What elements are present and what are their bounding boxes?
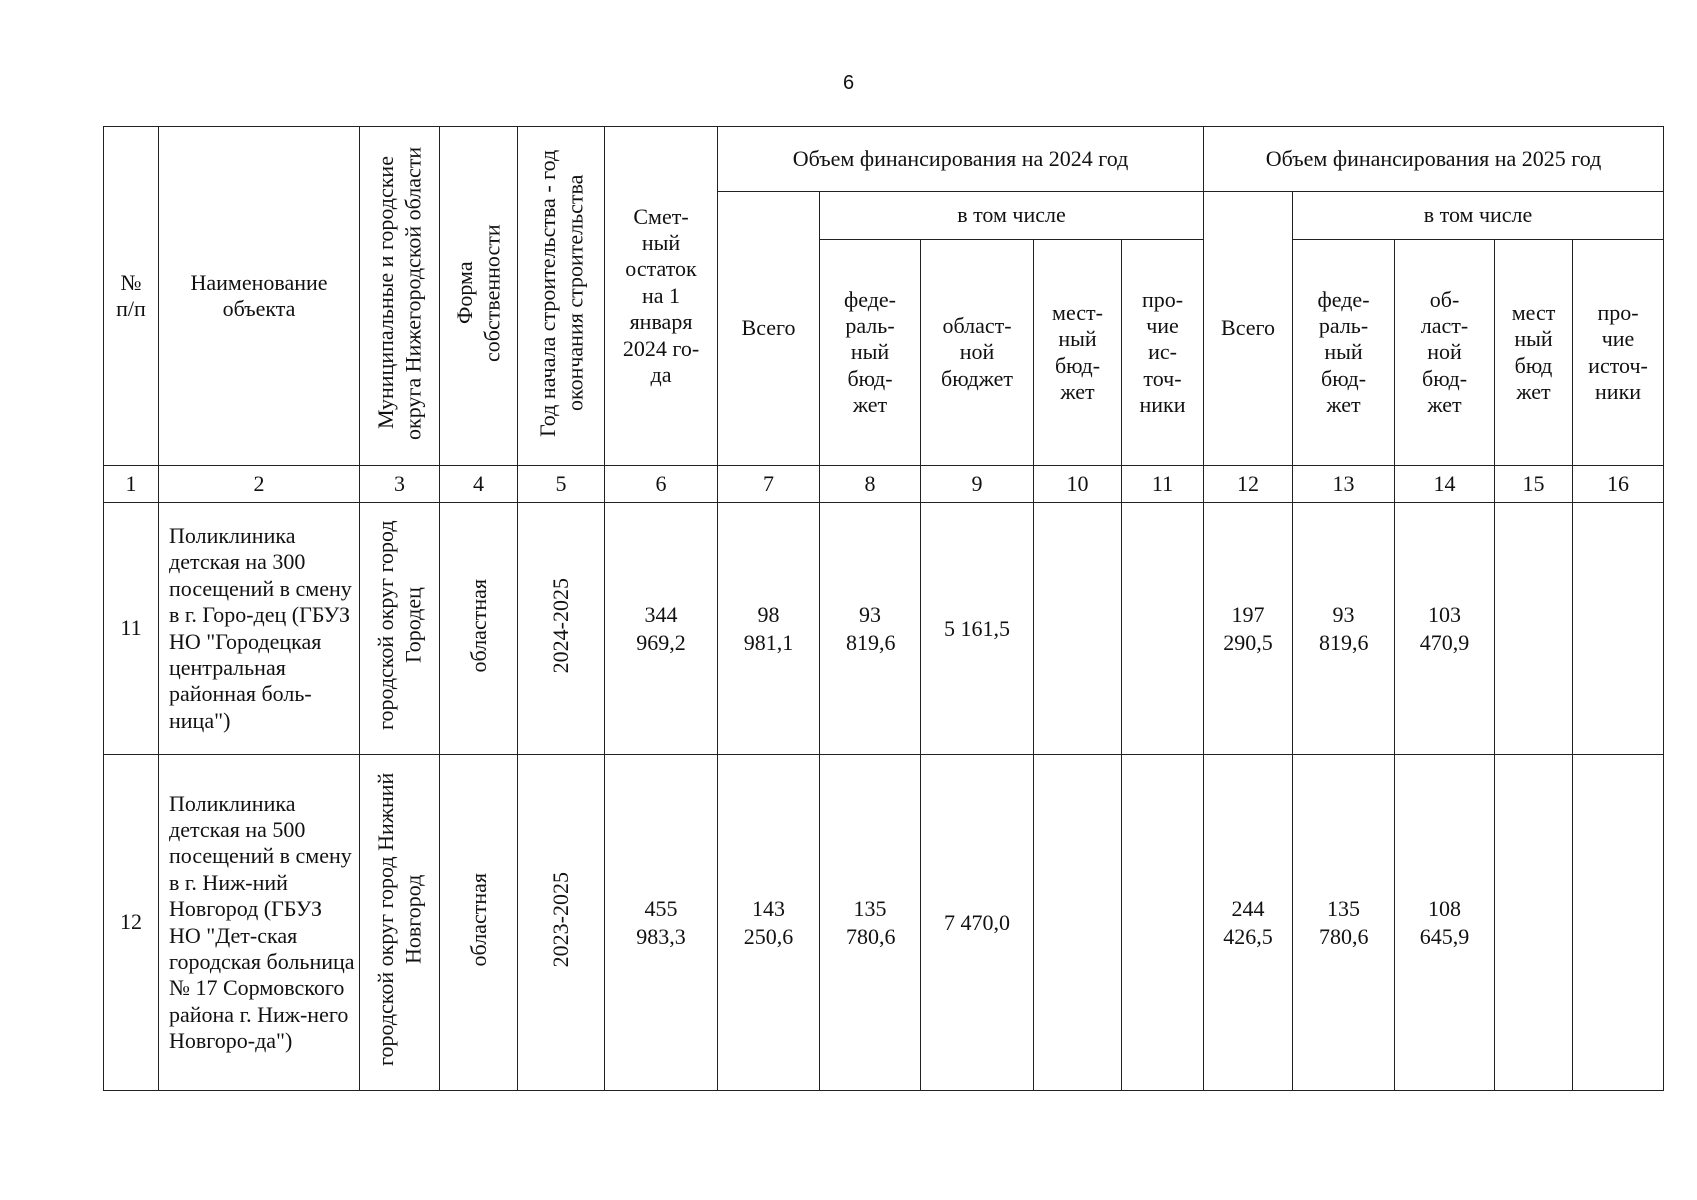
header-other-2024: про-чие ис-точ-ники [1122, 240, 1204, 466]
row-federal-2025: 93 819,6 [1293, 503, 1395, 755]
row-municipal: городской округ город Нижний Новгород [360, 755, 440, 1091]
row-years: 2023-2025 [518, 755, 605, 1091]
col-num-8: 8 [820, 466, 921, 503]
row-total-2024: 98 981,1 [718, 503, 820, 755]
row-remainder: 455 983,3 [605, 755, 718, 1091]
row-remainder: 344 969,2 [605, 503, 718, 755]
col-num-16: 16 [1573, 466, 1664, 503]
row-regional-2025: 103 470,9 [1395, 503, 1495, 755]
row-regional-2025: 108 645,9 [1395, 755, 1495, 1091]
header-name: Наименование объекта [159, 127, 360, 466]
header-incl-2025: в том числе [1293, 192, 1664, 240]
col-num-11: 11 [1122, 466, 1204, 503]
header-total-2024: Всего [718, 192, 820, 466]
row-total-2025: 244 426,5 [1204, 755, 1293, 1091]
page-number: 6 [842, 72, 855, 94]
col-num-5: 5 [518, 466, 605, 503]
row-federal-2024: 93 819,6 [820, 503, 921, 755]
col-num-10: 10 [1034, 466, 1122, 503]
row-federal-2025: 135 780,6 [1293, 755, 1395, 1091]
table-row [104, 503, 1664, 755]
row-other-2024 [1122, 503, 1204, 755]
row-total-2025: 197 290,5 [1204, 503, 1293, 755]
header-regional-2024: област-ной бюджет [921, 240, 1034, 466]
row-local-2025 [1495, 755, 1573, 1091]
header-regional-2025: об-ласт-ной бюд-жет [1395, 240, 1495, 466]
row-ownership: областная [440, 755, 518, 1091]
row-other-2024 [1122, 755, 1204, 1091]
row-local-2024 [1034, 503, 1122, 755]
header-local-2025: мест ный бюд жет [1495, 240, 1573, 466]
header-total-2025: Всего [1204, 192, 1293, 466]
row-other-2025 [1573, 503, 1664, 755]
header-incl-2024: в том числе [820, 192, 1204, 240]
row-regional-2024: 5 161,5 [921, 503, 1034, 755]
row-years: 2024-2025 [518, 503, 605, 755]
header-federal-2025: феде-раль-ный бюд-жет [1293, 240, 1395, 466]
row-no: 12 [104, 755, 159, 1091]
header-municipal: Муниципальные и городские округа Нижегородской области [360, 127, 440, 466]
col-num-7: 7 [718, 466, 820, 503]
col-num-4: 4 [440, 466, 518, 503]
col-num-3: 3 [360, 466, 440, 503]
header-federal-2024: феде-раль-ный бюд-жет [820, 240, 921, 466]
header-years: Год начала строительства - год окончания строительства [518, 127, 605, 466]
header-no: № п/п [104, 127, 159, 466]
table-row [104, 755, 1664, 1091]
header-fin-2024: Объем финансирования на 2024 год [718, 127, 1204, 192]
header-other-2025: про-чие источ-ники [1573, 240, 1664, 466]
row-municipal: городской округ город Городец [360, 503, 440, 755]
header-ownership: Форма собственности [440, 127, 518, 466]
col-num-9: 9 [921, 466, 1034, 503]
funding-table [103, 126, 1664, 1091]
col-num-15: 15 [1495, 466, 1573, 503]
col-num-1: 1 [104, 466, 159, 503]
row-local-2024 [1034, 755, 1122, 1091]
header-fin-2025: Объем финансирования на 2025 год [1204, 127, 1664, 192]
row-name: Поликлиника детская на 300 посещений в смену в г. Горо-дец (ГБУЗ НО "Городецкая центральная районная боль-ница") [159, 503, 360, 755]
col-num-14: 14 [1395, 466, 1495, 503]
row-ownership: областная [440, 503, 518, 755]
row-name: Поликлиника детская на 500 посещений в смену в г. Ниж-ний Новгород (ГБУЗ НО "Дет-ская городская больница № 17 Сормовского района г. Ниж-него Новгоро-да") [159, 755, 360, 1091]
header-local-2024: мест-ный бюд-жет [1034, 240, 1122, 466]
row-total-2024: 143 250,6 [718, 755, 820, 1091]
row-other-2025 [1573, 755, 1664, 1091]
column-number-row [104, 466, 1664, 503]
col-num-12: 12 [1204, 466, 1293, 503]
row-federal-2024: 135 780,6 [820, 755, 921, 1091]
header-row-1 [104, 127, 1664, 192]
header-remainder: Смет-ный остаток на 1 января 2024 го-да [605, 127, 718, 466]
col-num-13: 13 [1293, 466, 1395, 503]
row-no: 11 [104, 503, 159, 755]
row-regional-2024: 7 470,0 [921, 755, 1034, 1091]
col-num-2: 2 [159, 466, 360, 503]
col-num-6: 6 [605, 466, 718, 503]
row-local-2025 [1495, 503, 1573, 755]
